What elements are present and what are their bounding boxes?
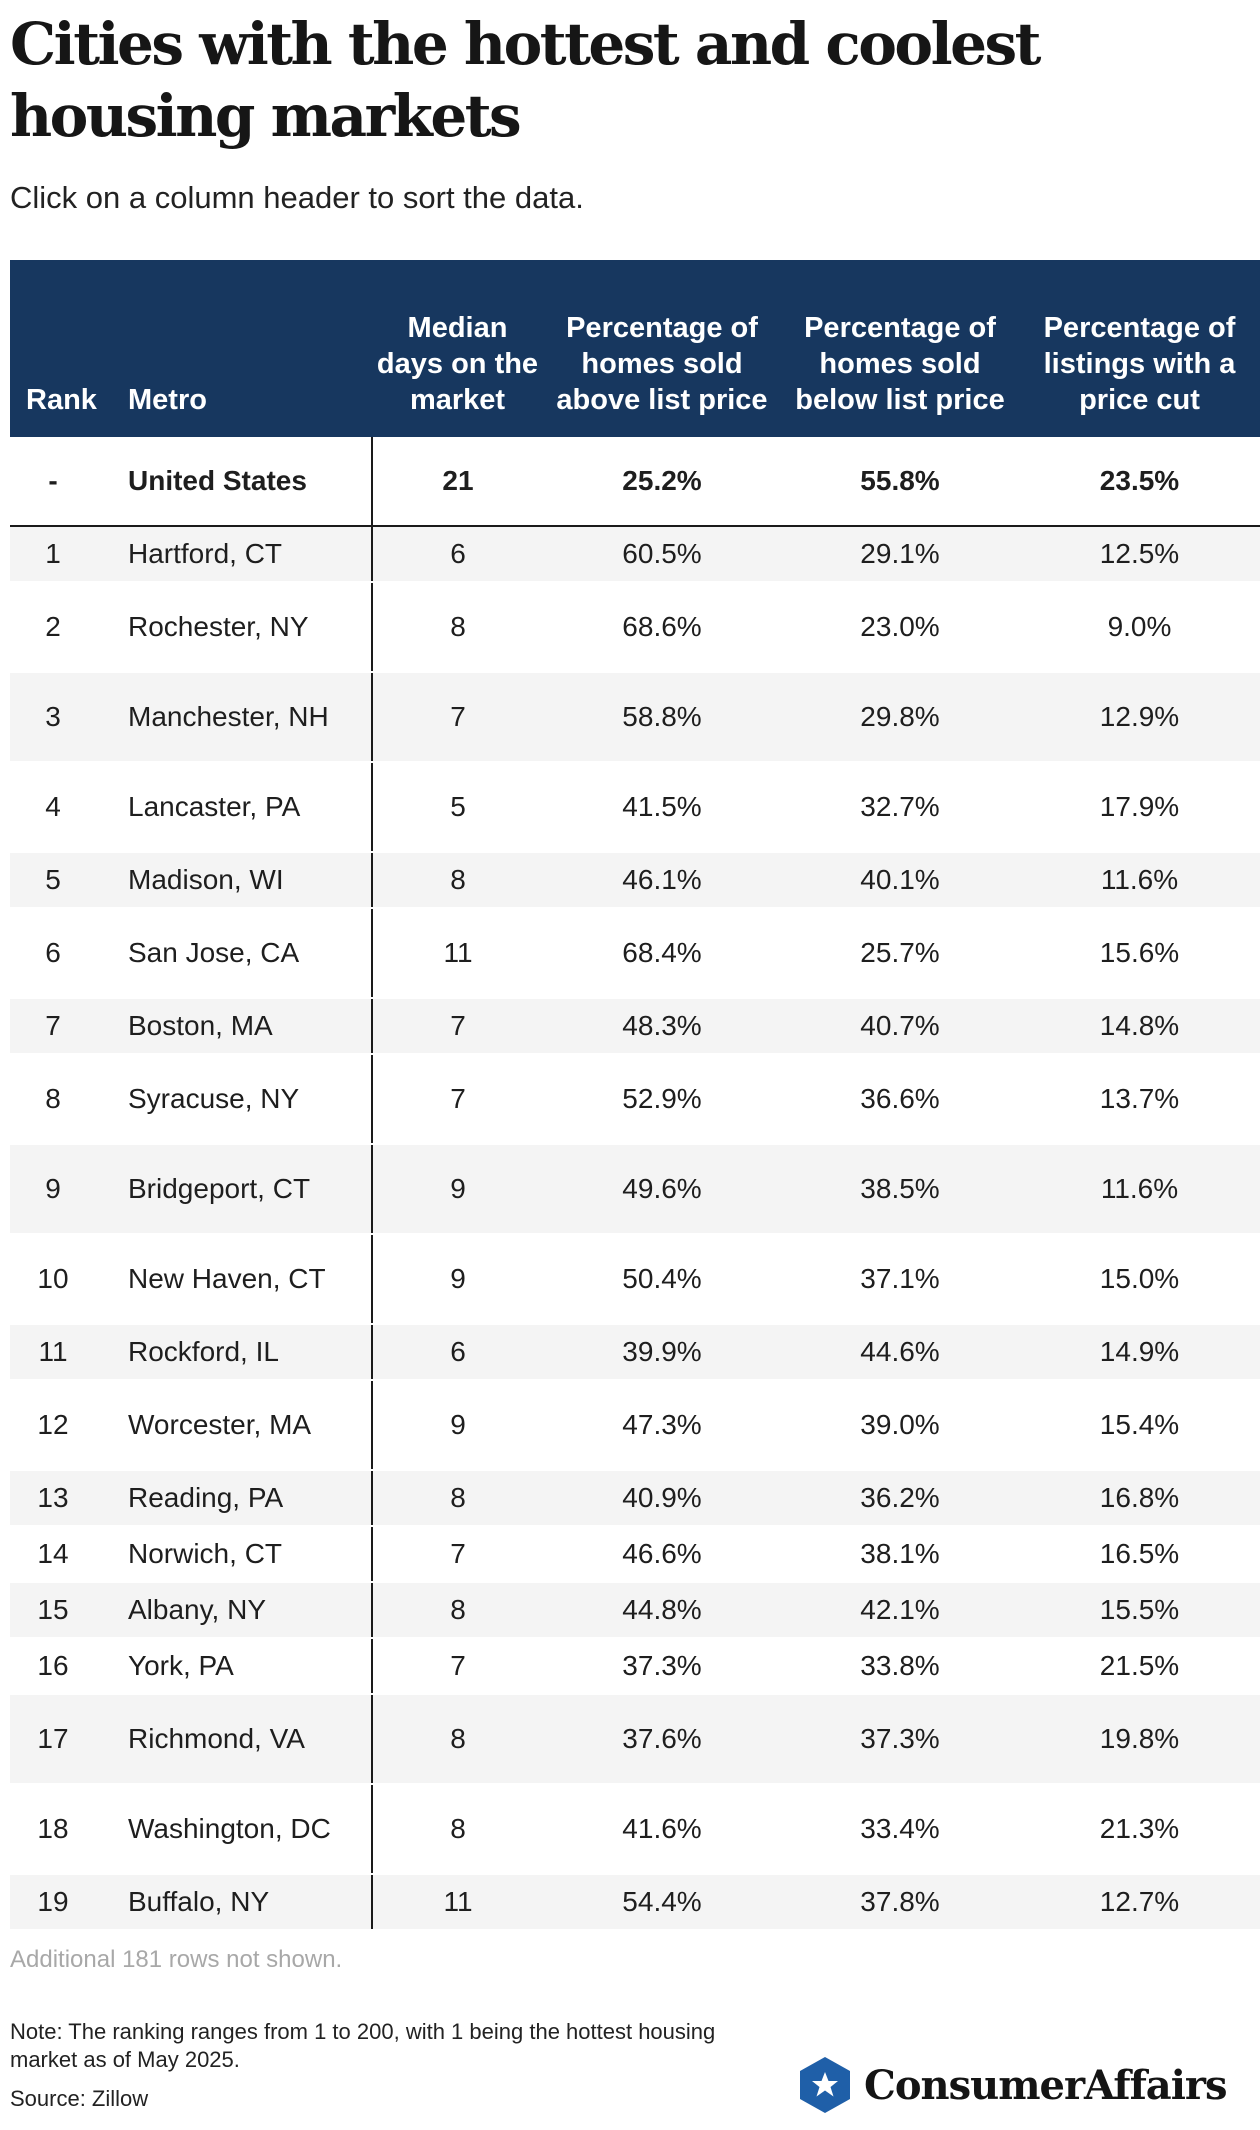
cell-above: 50.4% [543,1234,781,1324]
cell-above: 46.1% [543,852,781,908]
summary-above: 25.2% [543,437,781,526]
cell-below: 29.1% [781,526,1019,582]
page-title: Cities with the hottest and coolest housing markets [10,10,1039,150]
table-row [10,1694,1260,1784]
ranking-note: Note: The ranking ranges from 1 to 200, with 1 being the hottest housing market as of May 2025. [10,2019,716,2072]
cell-cut: 14.8% [1019,998,1260,1054]
table-row [10,1054,1260,1144]
table-row [10,1470,1260,1526]
cell-rank: 2 [10,582,118,672]
cell-rank: 8 [10,1054,118,1144]
table-row [10,1144,1260,1234]
cell-metro: Albany, NY [118,1582,372,1638]
cell-below: 42.1% [781,1582,1019,1638]
cell-cut: 19.8% [1019,1694,1260,1784]
cell-cut: 15.5% [1019,1582,1260,1638]
header-row [10,260,1260,437]
cell-cut: 12.5% [1019,526,1260,582]
summary-cut: 23.5% [1019,437,1260,526]
cell-below: 40.7% [781,998,1019,1054]
table-row [10,1526,1260,1582]
column-header-above-list[interactable]: Percentage of homes sold above list price [543,260,781,437]
cell-below: 32.7% [781,762,1019,852]
column-header-rank[interactable]: Rank [10,260,118,437]
cell-metro: Buffalo, NY [118,1874,372,1930]
cell-below: 33.4% [781,1784,1019,1874]
cell-days: 9 [372,1380,543,1470]
cell-below: 36.6% [781,1054,1019,1144]
cell-rank: 11 [10,1324,118,1380]
column-header-price-cut[interactable]: Percentage of listings with a price cut [1019,260,1260,437]
cell-above: 48.3% [543,998,781,1054]
cell-days: 8 [372,1784,543,1874]
cell-metro: Syracuse, NY [118,1054,372,1144]
cell-cut: 15.0% [1019,1234,1260,1324]
cell-days: 7 [372,1638,543,1694]
cell-days: 6 [372,526,543,582]
cell-cut: 14.9% [1019,1324,1260,1380]
cell-cut: 12.7% [1019,1874,1260,1930]
cell-metro: Richmond, VA [118,1694,372,1784]
data-table [10,260,1260,1931]
cell-days: 11 [372,908,543,998]
column-header-metro[interactable]: Metro [118,260,372,437]
cell-days: 9 [372,1234,543,1324]
cell-cut: 11.6% [1019,1144,1260,1234]
cell-above: 37.6% [543,1694,781,1784]
cell-below: 40.1% [781,852,1019,908]
cell-above: 52.9% [543,1054,781,1144]
cell-above: 40.9% [543,1470,781,1526]
cell-below: 37.1% [781,1234,1019,1324]
cell-above: 68.4% [543,908,781,998]
cell-below: 38.1% [781,1526,1019,1582]
cell-above: 68.6% [543,582,781,672]
cell-above: 54.4% [543,1874,781,1930]
cell-days: 5 [372,762,543,852]
cell-metro: Washington, DC [118,1784,372,1874]
table-row [10,762,1260,852]
cell-days: 8 [372,582,543,672]
cell-above: 58.8% [543,672,781,762]
cell-below: 44.6% [781,1324,1019,1380]
cell-rank: 3 [10,672,118,762]
cell-cut: 13.7% [1019,1054,1260,1144]
cell-below: 25.7% [781,908,1019,998]
cell-metro: Rockford, IL [118,1324,372,1380]
table-row [10,1324,1260,1380]
cell-above: 41.6% [543,1784,781,1874]
table-row [10,908,1260,998]
cell-below: 39.0% [781,1380,1019,1470]
table-row [10,998,1260,1054]
summary-metro: United States [118,437,372,526]
cell-metro: Reading, PA [118,1470,372,1526]
cell-below: 33.8% [781,1638,1019,1694]
cell-rank: 10 [10,1234,118,1324]
cell-days: 8 [372,1694,543,1784]
cell-cut: 11.6% [1019,852,1260,908]
cell-metro: Madison, WI [118,852,372,908]
cell-below: 37.8% [781,1874,1019,1930]
cell-rank: 13 [10,1470,118,1526]
cell-rank: 16 [10,1638,118,1694]
cell-rank: 18 [10,1784,118,1874]
cell-metro: Worcester, MA [118,1380,372,1470]
cell-metro: Boston, MA [118,998,372,1054]
subtitle: Click on a column header to sort the data. [10,180,584,215]
column-header-below-list[interactable]: Percentage of homes sold below list price [781,260,1019,437]
cell-cut: 12.9% [1019,672,1260,762]
table-row [10,1234,1260,1324]
cell-rank: 14 [10,1526,118,1582]
cell-below: 37.3% [781,1694,1019,1784]
summary-row [10,437,1260,526]
cell-above: 44.8% [543,1582,781,1638]
data-table-container[interactable] [10,260,1236,1931]
table-row [10,1874,1260,1930]
cell-metro: York, PA [118,1638,372,1694]
cell-days: 8 [372,1470,543,1526]
cell-cut: 17.9% [1019,762,1260,852]
cell-rank: 6 [10,908,118,998]
cell-cut: 21.5% [1019,1638,1260,1694]
source-note: Source: Zillow [10,2086,149,2111]
cell-metro: New Haven, CT [118,1234,372,1324]
table-row [10,526,1260,582]
cell-days: 11 [372,1874,543,1930]
table-row [10,852,1260,908]
cell-days: 7 [372,672,543,762]
cell-metro: Manchester, NH [118,672,372,762]
cell-days: 7 [372,998,543,1054]
cell-metro: Rochester, NY [118,582,372,672]
cell-metro: Lancaster, PA [118,762,372,852]
cell-rank: 9 [10,1144,118,1234]
cell-days: 7 [372,1054,543,1144]
cell-rank: 15 [10,1582,118,1638]
cell-cut: 16.5% [1019,1526,1260,1582]
cell-above: 39.9% [543,1324,781,1380]
cell-metro: Hartford, CT [118,526,372,582]
cell-above: 60.5% [543,526,781,582]
cell-days: 8 [372,1582,543,1638]
cell-rank: 1 [10,526,118,582]
cell-days: 8 [372,852,543,908]
cell-rank: 19 [10,1874,118,1930]
cell-metro: Bridgeport, CT [118,1144,372,1234]
cell-below: 38.5% [781,1144,1019,1234]
cell-above: 47.3% [543,1380,781,1470]
cell-above: 41.5% [543,762,781,852]
cell-metro: Norwich, CT [118,1526,372,1582]
cell-rank: 7 [10,998,118,1054]
cell-above: 37.3% [543,1638,781,1694]
cell-days: 7 [372,1526,543,1582]
cell-days: 6 [372,1324,543,1380]
cell-cut: 16.8% [1019,1470,1260,1526]
summary-rank: - [10,437,118,526]
cell-below: 29.8% [781,672,1019,762]
cell-cut: 21.3% [1019,1784,1260,1874]
table-row [10,582,1260,672]
cell-above: 49.6% [543,1144,781,1234]
cell-above: 46.6% [543,1526,781,1582]
cell-rank: 12 [10,1380,118,1470]
table-row [10,1380,1260,1470]
shield-star-icon [798,2056,852,2114]
table-row [10,1784,1260,1874]
cell-rank: 4 [10,762,118,852]
summary-days: 21 [372,437,543,526]
rows-not-shown-note: Additional 181 rows not shown. [10,1946,343,1973]
cell-cut: 15.6% [1019,908,1260,998]
cell-cut: 15.4% [1019,1380,1260,1470]
cell-rank: 5 [10,852,118,908]
logo-text: ConsumerAffairs [864,2061,1227,2109]
cell-rank: 17 [10,1694,118,1784]
cell-below: 23.0% [781,582,1019,672]
cell-days: 9 [372,1144,543,1234]
table-row [10,672,1260,762]
table-row [10,1582,1260,1638]
consumeraffairs-logo[interactable] [798,2056,1227,2114]
summary-below: 55.8% [781,437,1019,526]
table-row [10,1638,1260,1694]
cell-below: 36.2% [781,1470,1019,1526]
cell-metro: San Jose, CA [118,908,372,998]
column-header-median-days[interactable]: Median days on the market [372,260,543,437]
cell-cut: 9.0% [1019,582,1260,672]
